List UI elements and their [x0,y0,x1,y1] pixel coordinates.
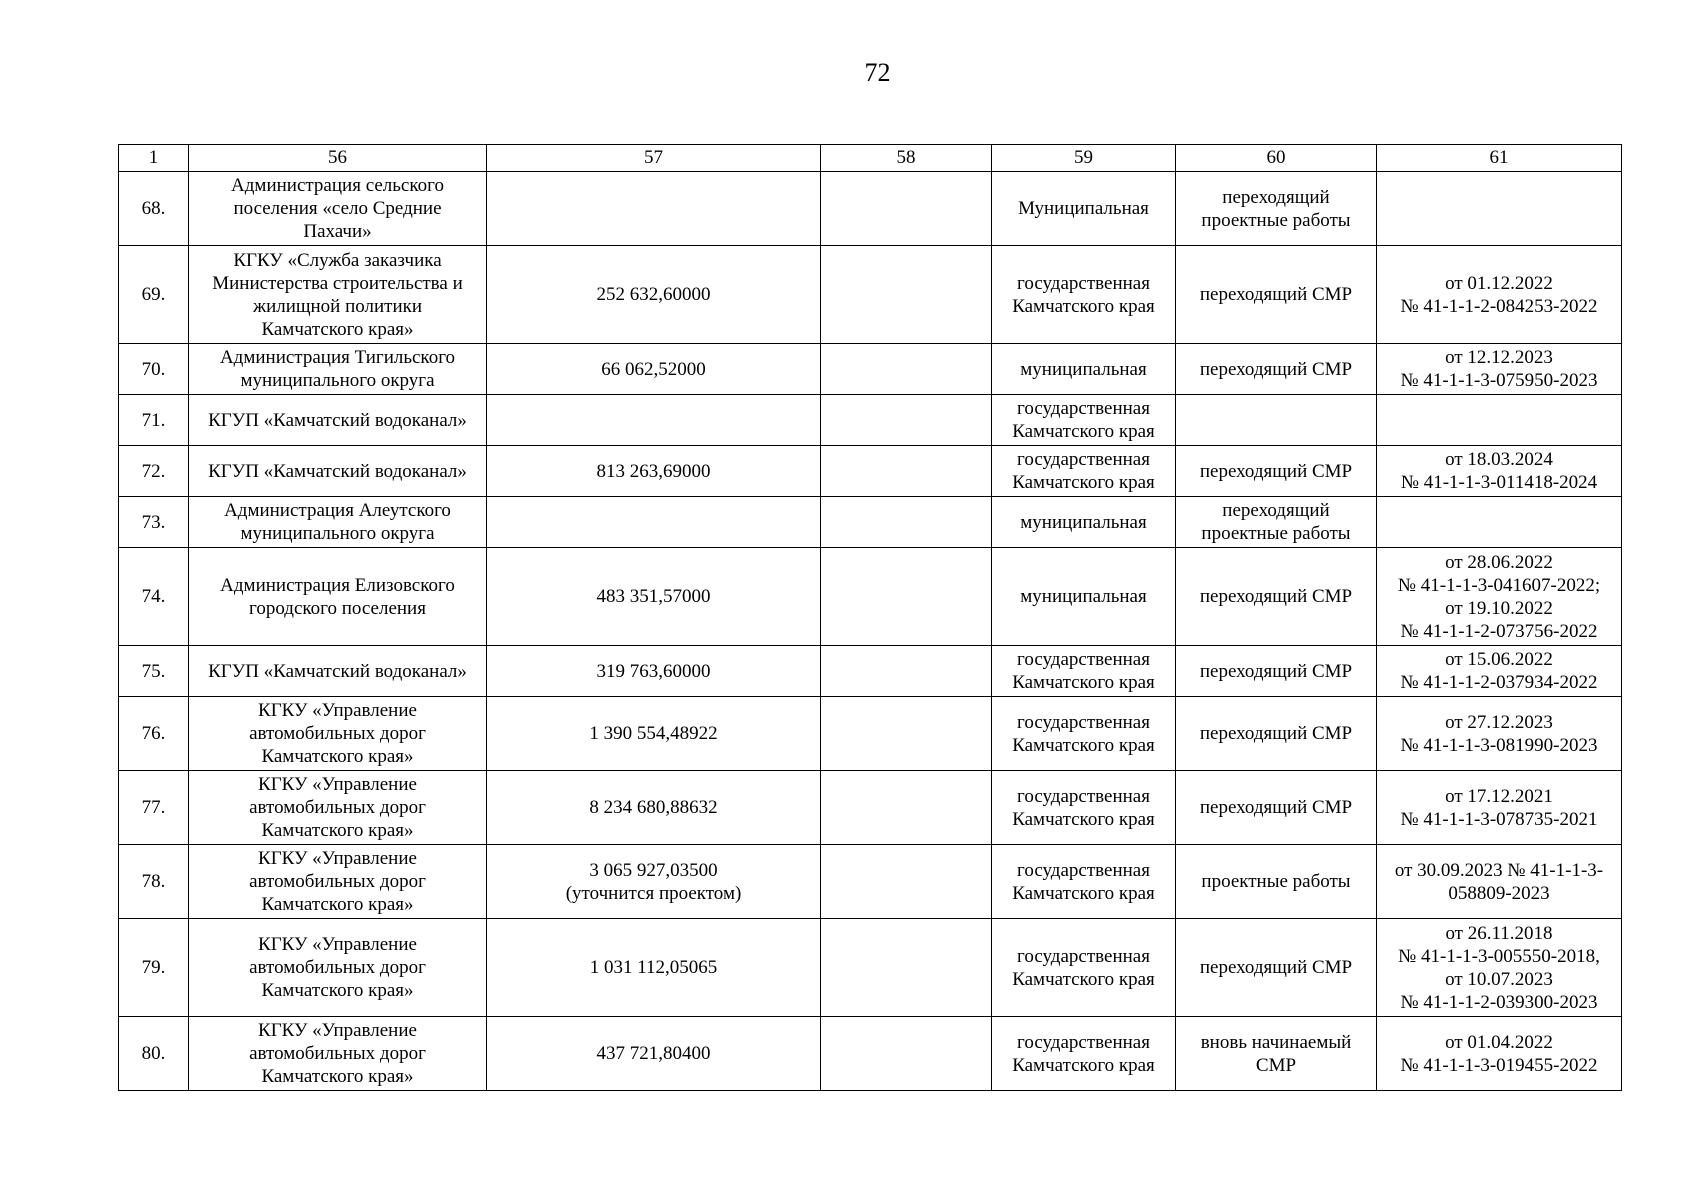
ownership-cell: государственная Камчатского края [992,1017,1176,1091]
col58-cell [821,771,992,845]
table-row [119,497,1622,548]
header-cell: 56 [189,145,487,172]
registration-cell [1377,497,1622,548]
ownership-cell: муниципальная [992,497,1176,548]
organization-cell: Администрация Елизовского городского поселения [189,548,487,646]
organization-cell: КГКУ «Управление автомобильных дорог Камчатского края» [189,697,487,771]
amount-cell: 66 062,52000 [487,344,821,395]
status-cell [1176,395,1377,446]
status-cell: проектные работы [1176,845,1377,919]
amount-cell: 1 390 554,48922 [487,697,821,771]
col58-cell [821,548,992,646]
page-number: 72 [864,58,891,87]
ownership-cell: государственная Камчатского края [992,446,1176,497]
registration-cell: от 26.11.2018 № 41-1-1-3-005550-2018, от 10.07.2023 № 41-1-1-2-039300-2023 [1377,919,1622,1017]
ownership-cell: государственная Камчатского края [992,646,1176,697]
row-number: 76. [119,697,189,771]
table-row [119,697,1622,771]
row-number: 68. [119,172,189,246]
organization-cell: КГКУ «Управление автомобильных дорог Камчатского края» [189,771,487,845]
amount-cell: 8 234 680,88632 [487,771,821,845]
amount-cell: 1 031 112,05065 [487,919,821,1017]
col58-cell [821,395,992,446]
ownership-cell: государственная Камчатского края [992,395,1176,446]
ownership-cell: государственная Камчатского края [992,246,1176,344]
organization-cell: Администрация Алеутского муниципального округа [189,497,487,548]
table-row [119,246,1622,344]
status-cell: переходящий проектные работы [1176,497,1377,548]
amount-cell: 483 351,57000 [487,548,821,646]
registration-cell [1377,395,1622,446]
registration-cell: от 12.12.2023 № 41-1-1-3-075950-2023 [1377,344,1622,395]
organization-cell: КГКУ «Управление автомобильных дорог Камчатского края» [189,919,487,1017]
table-row [119,548,1622,646]
organization-cell: КГУП «Камчатский водоканал» [189,646,487,697]
registration-cell [1377,172,1622,246]
organization-cell: Администрация Тигильского муниципального округа [189,344,487,395]
row-number: 69. [119,246,189,344]
organization-cell: КГКУ «Управление автомобильных дорог Камчатского края» [189,845,487,919]
ownership-cell: государственная Камчатского края [992,771,1176,845]
registration-cell: от 01.04.2022 № 41-1-1-3-019455-2022 [1377,1017,1622,1091]
row-number: 78. [119,845,189,919]
header-cell: 60 [1176,145,1377,172]
row-number: 80. [119,1017,189,1091]
col58-cell [821,246,992,344]
table-row [119,172,1622,246]
table-header-row [119,145,1622,172]
status-cell: переходящий СМР [1176,246,1377,344]
registration-cell: от 17.12.2021 № 41-1-1-3-078735-2021 [1377,771,1622,845]
status-cell: переходящий проектные работы [1176,172,1377,246]
organization-cell: КГКУ «Служба заказчика Министерства строительства и жилищной политики Камчатского края» [189,246,487,344]
status-cell: вновь начинаемый СМР [1176,1017,1377,1091]
amount-cell [487,395,821,446]
status-cell: переходящий СМР [1176,344,1377,395]
status-cell: переходящий СМР [1176,548,1377,646]
amount-cell: 813 263,69000 [487,446,821,497]
amount-cell [487,172,821,246]
table-row [119,446,1622,497]
col58-cell [821,172,992,246]
data-table [118,144,1622,1091]
table-row [119,344,1622,395]
col58-cell [821,1017,992,1091]
ownership-cell: государственная Камчатского края [992,845,1176,919]
row-number: 70. [119,344,189,395]
status-cell: переходящий СМР [1176,697,1377,771]
registration-cell: от 28.06.2022 № 41-1-1-3-041607-2022; от 19.10.2022 № 41-1-1-2-073756-2022 [1377,548,1622,646]
registration-cell: от 18.03.2024 № 41-1-1-3-011418-2024 [1377,446,1622,497]
row-number: 72. [119,446,189,497]
col58-cell [821,697,992,771]
row-number: 71. [119,395,189,446]
ownership-cell: муниципальная [992,548,1176,646]
header-cell: 57 [487,145,821,172]
amount-cell: 319 763,60000 [487,646,821,697]
amount-cell [487,497,821,548]
col58-cell [821,919,992,1017]
header-cell: 61 [1377,145,1622,172]
registration-cell: от 30.09.2023 № 41-1-1-3- 058809-2023 [1377,845,1622,919]
header-cell: 59 [992,145,1176,172]
organization-cell: Администрация сельского поселения «село Средние Пахачи» [189,172,487,246]
status-cell: переходящий СМР [1176,919,1377,1017]
table-row [119,646,1622,697]
header-cell: 58 [821,145,992,172]
amount-cell: 252 632,60000 [487,246,821,344]
ownership-cell: государственная Камчатского края [992,919,1176,1017]
ownership-cell: муниципальная [992,344,1176,395]
ownership-cell: Муниципальная [992,172,1176,246]
organization-cell: КГКУ «Управление автомобильных дорог Камчатского края» [189,1017,487,1091]
row-number: 74. [119,548,189,646]
ownership-cell: государственная Камчатского края [992,697,1176,771]
row-number: 73. [119,497,189,548]
table-row [119,1017,1622,1091]
status-cell: переходящий СМР [1176,771,1377,845]
header-cell: 1 [119,145,189,172]
row-number: 77. [119,771,189,845]
table-row [119,919,1622,1017]
amount-cell: 3 065 927,03500 (уточнится проектом) [487,845,821,919]
registration-cell: от 27.12.2023 № 41-1-1-3-081990-2023 [1377,697,1622,771]
status-cell: переходящий СМР [1176,646,1377,697]
registration-cell: от 01.12.2022 № 41-1-1-2-084253-2022 [1377,246,1622,344]
organization-cell: КГУП «Камчатский водоканал» [189,446,487,497]
row-number: 79. [119,919,189,1017]
table-row [119,395,1622,446]
col58-cell [821,446,992,497]
col58-cell [821,845,992,919]
col58-cell [821,497,992,548]
row-number: 75. [119,646,189,697]
registration-cell: от 15.06.2022 № 41-1-1-2-037934-2022 [1377,646,1622,697]
organization-cell: КГУП «Камчатский водоканал» [189,395,487,446]
status-cell: переходящий СМР [1176,446,1377,497]
col58-cell [821,646,992,697]
table-row [119,845,1622,919]
col58-cell [821,344,992,395]
table-row [119,771,1622,845]
amount-cell: 437 721,80400 [487,1017,821,1091]
